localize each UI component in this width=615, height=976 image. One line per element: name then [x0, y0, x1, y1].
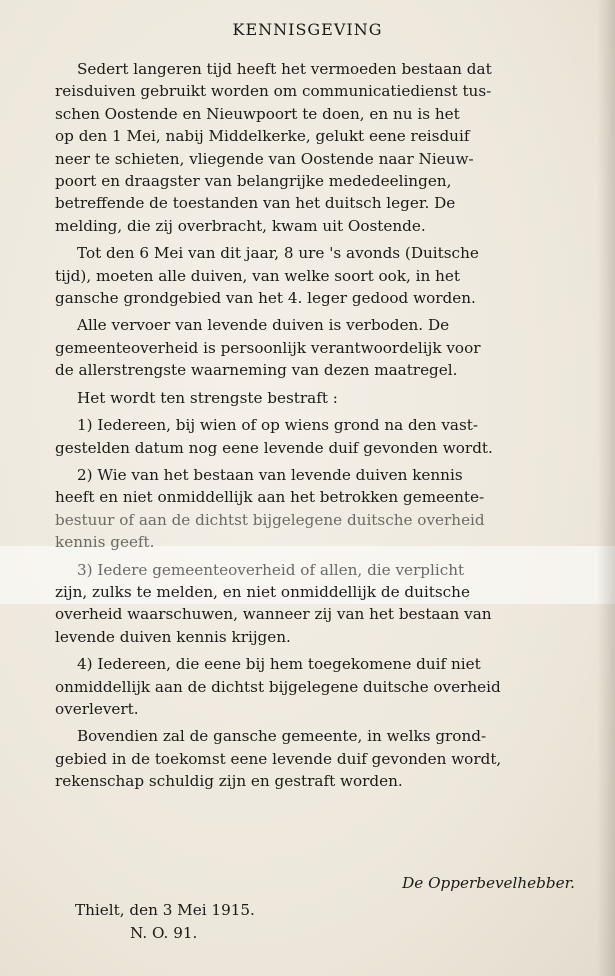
text-line: melding, die zij overbracht, kwam uit Oostende.	[55, 216, 426, 235]
paragraph-collective-liability	[55, 725, 603, 792]
place-date: Thielt, den 3 Mei 1915.	[75, 901, 255, 919]
text-line: de allerstrengste waarneming van dezen maatregel.	[55, 361, 458, 380]
text-line: levende duiven kennis krijgen.	[55, 627, 291, 646]
text-line: gemeenteoverheid is persoonlijk verantwoordelijk voor	[55, 338, 481, 357]
text-line: heeft en niet onmiddellijk aan het betrokken gemeente-	[55, 488, 485, 507]
text-line: Tot den 6 Mei van dit jaar, 8 ure 's avonds (Duitsche	[77, 244, 479, 263]
text-line: bestuur of aan de dichtst bijgelegene duitsche overheid	[55, 510, 485, 529]
text-line: overheid waarschuwen, wanneer zij van het bestaan van	[55, 605, 492, 624]
text-line: gansche grondgebied van het 4. leger gedood worden.	[55, 289, 476, 308]
text-line: 4) Iedereen, die eene bij hem toegekomene duif niet	[77, 655, 481, 674]
text-line: betreffende de toestanden van het duitsch leger. De	[55, 194, 456, 213]
text-line: schen Oostende en Nieuwpoort te doen, en nu is het	[55, 104, 460, 123]
list-item-1	[55, 414, 603, 459]
text-line: tijd), moeten alle duiven, van welke soort ook, in het	[55, 266, 461, 285]
text-line: 2) Wie van het bestaan van levende duiven kennis	[77, 465, 463, 484]
text-line: neer te schieten, vliegende van Oostende naar Nieuw-	[55, 149, 474, 168]
text-line: gestelden datum nog eene levende duif gevonden wordt.	[55, 438, 493, 457]
document-number: N. O. 91.	[130, 924, 198, 942]
text-line: Bovendien zal de gansche gemeente, in welks grond-	[77, 727, 487, 746]
text-line: overlevert.	[55, 699, 139, 718]
list-item-2	[55, 464, 603, 554]
list-item-4	[55, 653, 603, 720]
signature: De Opperbevelhebber.	[402, 874, 575, 892]
paragraph-intro	[55, 58, 603, 237]
text-line: onmiddellijk aan de dichtst bijgelegene duitsche overheid	[55, 677, 501, 696]
text-line: Sedert langeren tijd heeft het vermoeden bestaan dat	[77, 60, 492, 78]
text-line: Het wordt ten strengste bestraft :	[77, 388, 338, 407]
text-line: op den 1 Mei, nabij Middelkerke, gelukt eene reisduif	[55, 127, 470, 146]
text-line: poort en draagster van belangrijke mededeelingen,	[55, 172, 452, 191]
notice-title: KENNISGEVING	[232, 20, 383, 39]
text-line: zijn, zulks te melden, en niet onmiddellijk de duitsche	[55, 582, 470, 601]
text-line: gebied in de toekomst eene levende duif gevonden wordt,	[55, 749, 502, 768]
paragraph-transport-ban	[55, 314, 603, 381]
notice-body	[55, 58, 603, 798]
paragraph-deadline	[55, 242, 603, 309]
text-line: rekenschap schuldig zijn en gestraft worden.	[55, 772, 403, 791]
text-line: kennis geeft.	[55, 533, 155, 552]
text-line: reisduiven gebruikt worden om communicatiedienst tus-	[55, 82, 492, 101]
text-line: 3) Iedere gemeenteoverheid of allen, die verplicht	[77, 560, 465, 579]
text-line: 1) Iedereen, bij wien of op wiens grond na den vast-	[77, 416, 478, 435]
paragraph-punishment-intro	[55, 387, 603, 409]
list-item-3	[55, 559, 603, 649]
text-line: Alle vervoer van levende duiven is verboden. De	[77, 316, 450, 335]
